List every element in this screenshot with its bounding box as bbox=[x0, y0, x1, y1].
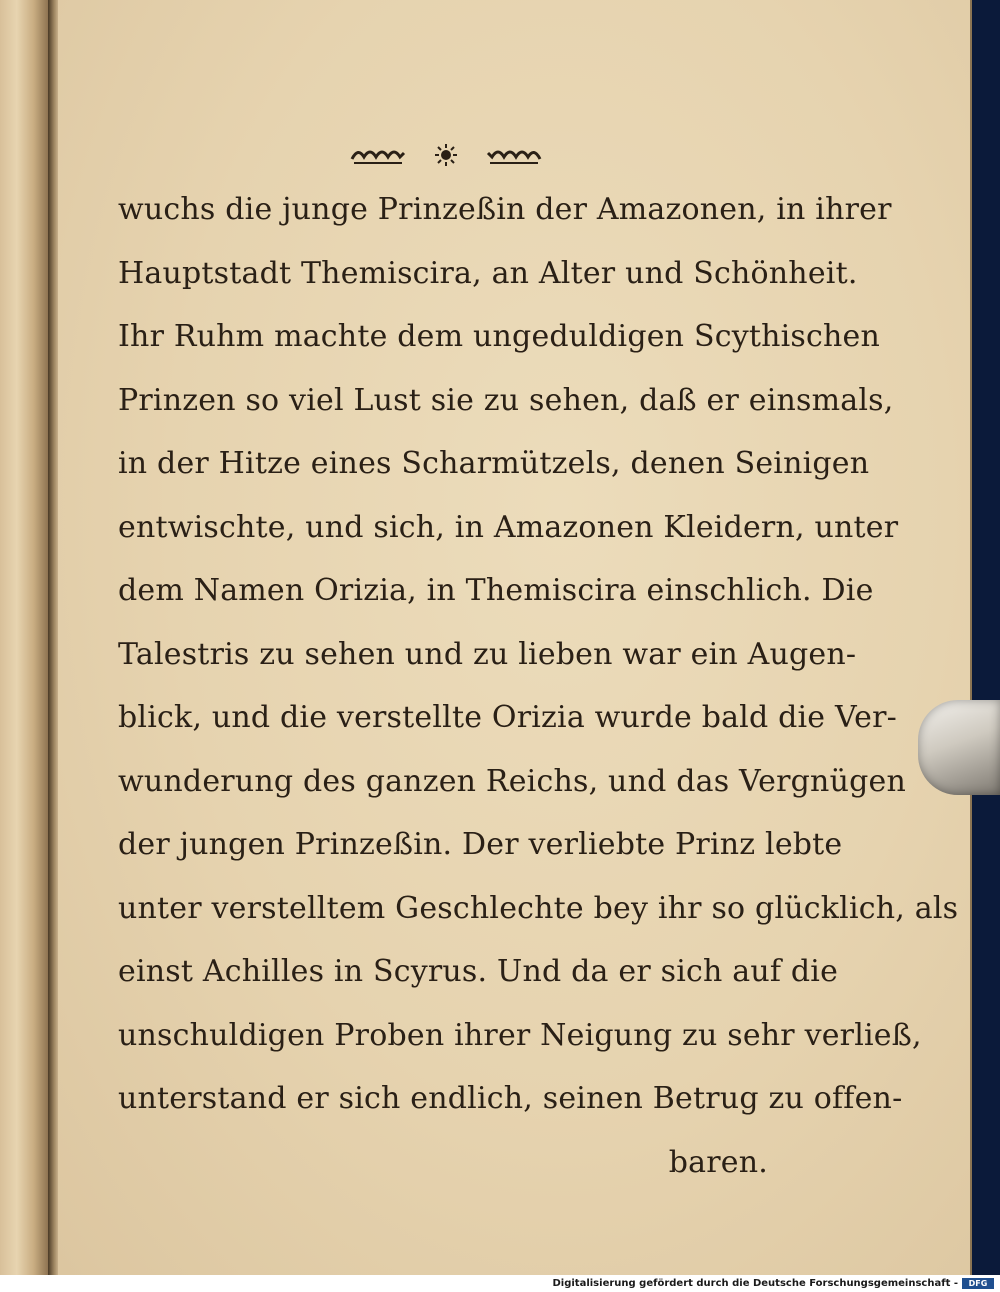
text-line-last: baren. bbox=[668, 1144, 768, 1180]
text-line: Prinzen so viel Lust sie zu sehen, daß er einsmals, bbox=[118, 382, 894, 418]
page-gutter bbox=[48, 0, 58, 1275]
fleuron-ornament-icon bbox=[350, 140, 542, 170]
digitization-footer bbox=[0, 1275, 1000, 1292]
dfg-logo-icon: DFG bbox=[962, 1278, 994, 1289]
text-line: unterstand er sich endlich, seinen Betrug zu offen- bbox=[118, 1081, 903, 1116]
text-line: Talestris zu sehen und zu lieben war ein Augen- bbox=[118, 636, 857, 672]
text-line: einst Achilles in Scyrus. Und da er sich auf die bbox=[118, 954, 839, 989]
text-line: in der Hitze eines Scharmützels, denen Seinigen bbox=[118, 446, 870, 481]
scan-background-strip bbox=[972, 0, 1000, 1275]
text-line: entwischte, und sich, in Amazonen Kleidern, unter bbox=[118, 509, 899, 545]
page-text bbox=[118, 178, 959, 1194]
book-binding bbox=[0, 0, 48, 1275]
ornament-left-icon bbox=[350, 145, 406, 165]
footer-credit: Digitalisierung gefördert durch die Deutsche Forschungsgemeinschaft - bbox=[552, 1278, 958, 1289]
ornament-center-icon bbox=[434, 143, 458, 167]
text-line: Ihr Ruhm machte dem ungeduldigen Scythischen bbox=[118, 319, 881, 354]
page-clip bbox=[918, 700, 1000, 795]
text-line: unschuldigen Proben ihrer Neigung zu sehr verließ, bbox=[118, 1017, 922, 1053]
text-line: der jungen Prinzeßin. Der verliebte Prinz lebte bbox=[118, 827, 843, 862]
text-line: wunderung des ganzen Reichs, und das Vergnügen bbox=[118, 763, 906, 799]
text-line: blick, und die verstellte Orizia wurde bald die Ver- bbox=[118, 700, 897, 735]
text-line: Hauptstadt Themiscira, an Alter und Schönheit. bbox=[118, 255, 858, 291]
text-line: dem Namen Orizia, in Themiscira einschlich. Die bbox=[118, 573, 874, 608]
text-line: unter verstelltem Geschlechte bey ihr so glücklich, als bbox=[118, 890, 959, 926]
text-line: wuchs die junge Prinzeßin der Amazonen, in ihrer bbox=[118, 192, 892, 227]
ornament-right-icon bbox=[486, 145, 542, 165]
